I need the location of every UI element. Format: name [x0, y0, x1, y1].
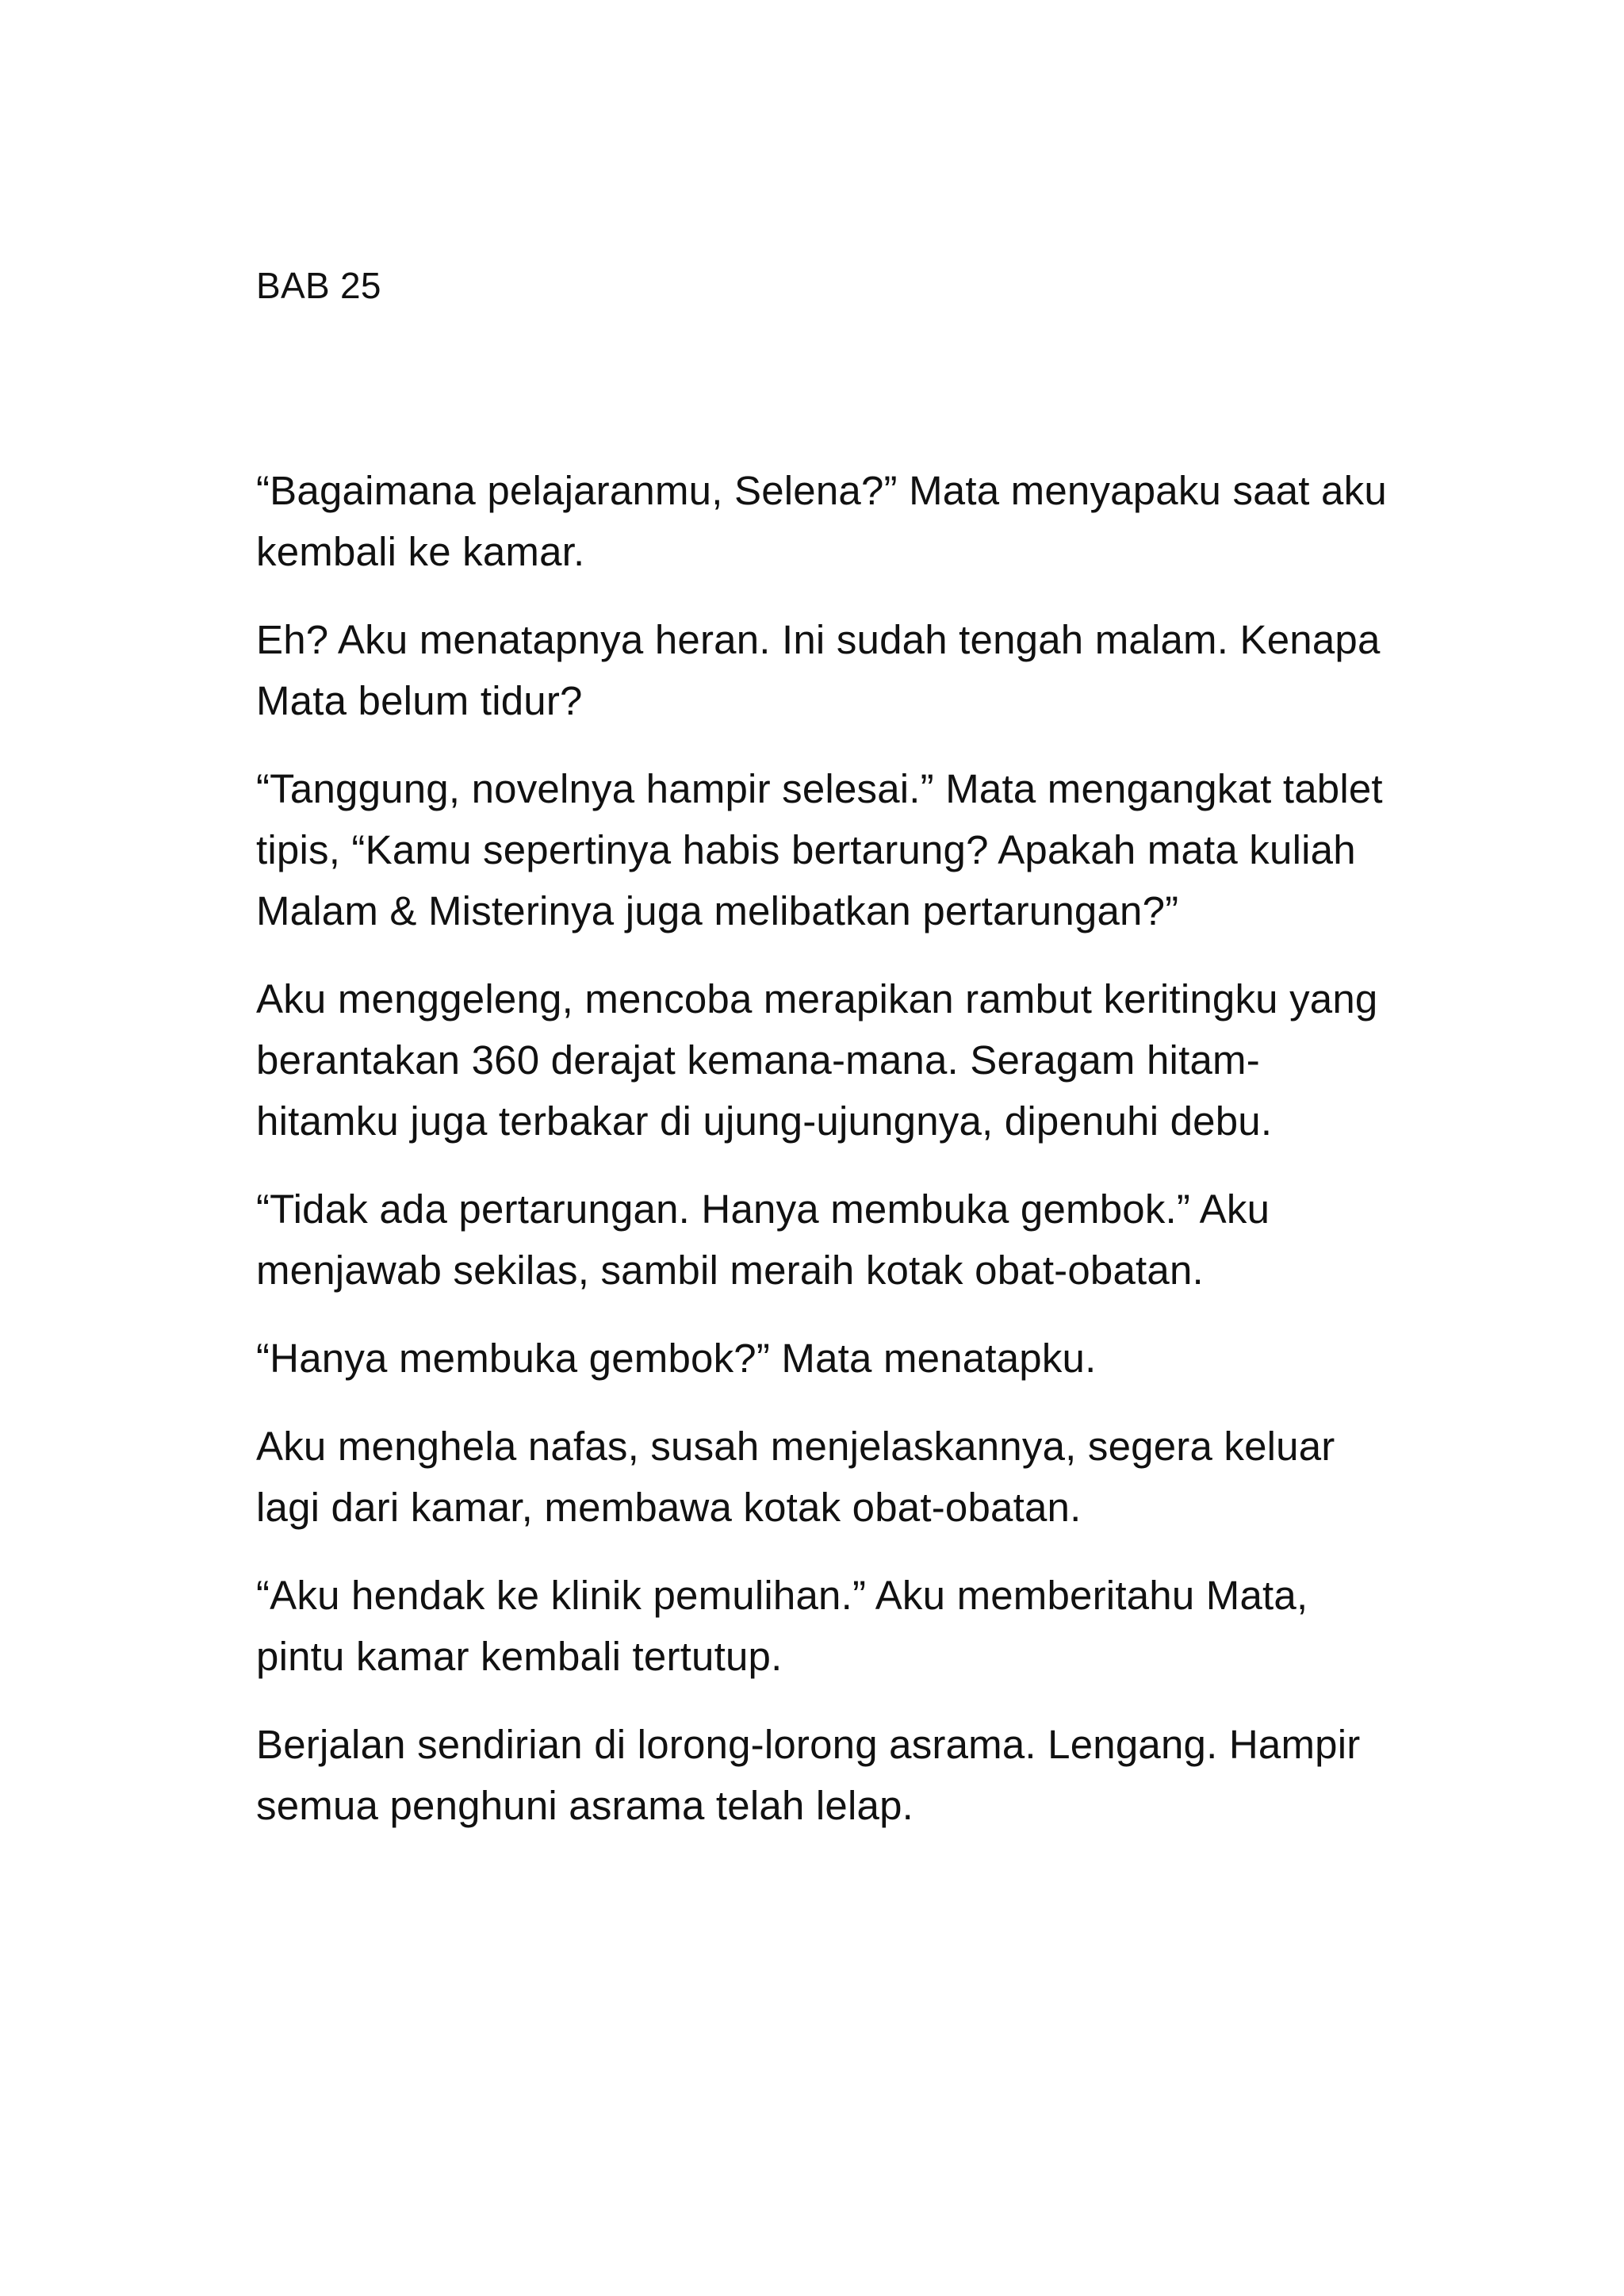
paragraph: “Tidak ada pertarungan. Hanya membuka gembok.” Aku menjawab sekilas, sambil meraih kotak obat-obatan.: [256, 1186, 1270, 1293]
paragraph: Aku menggeleng, mencoba merapikan rambut keritingku yang berantakan 360 derajat kemana-mana. Seragam hitam-hitamku juga terbakar di ujung-ujungnya, dipenuhi debu.: [256, 976, 1378, 1144]
paragraph: “Tanggung, novelnya hampir selesai.” Mata mengangkat tablet tipis, “Kamu sepertinya habis bertarung? Apakah mata kuliah Malam & Misterinya juga melibatkan pertarungan?”: [256, 766, 1383, 933]
paragraph: “Bagaimana pelajaranmu, Selena?” Mata menyapaku saat aku kembali ke kamar.: [256, 468, 1387, 574]
paragraph: “Hanya membuka gembok?” Mata menatapku.: [256, 1336, 1097, 1381]
paragraph: Berjalan sendirian di lorong-lorong asrama. Lengang. Hampir semua penghuni asrama telah lelap.: [256, 1722, 1361, 1828]
paragraph: Eh? Aku menatapnya heran. Ini sudah tengah malam. Kenapa Mata belum tidur?: [256, 617, 1381, 723]
paragraph: “Aku hendak ke klinik pemulihan.” Aku memberitahu Mata, pintu kamar kembali tertutup.: [256, 1573, 1308, 1679]
page-content: [256, 262, 1398, 1863]
paragraph: Aku menghela nafas, susah menjelaskannya, segera keluar lagi dari kamar, membawa kotak obat-obatan.: [256, 1424, 1335, 1530]
chapter-heading: BAB 25: [256, 265, 381, 306]
